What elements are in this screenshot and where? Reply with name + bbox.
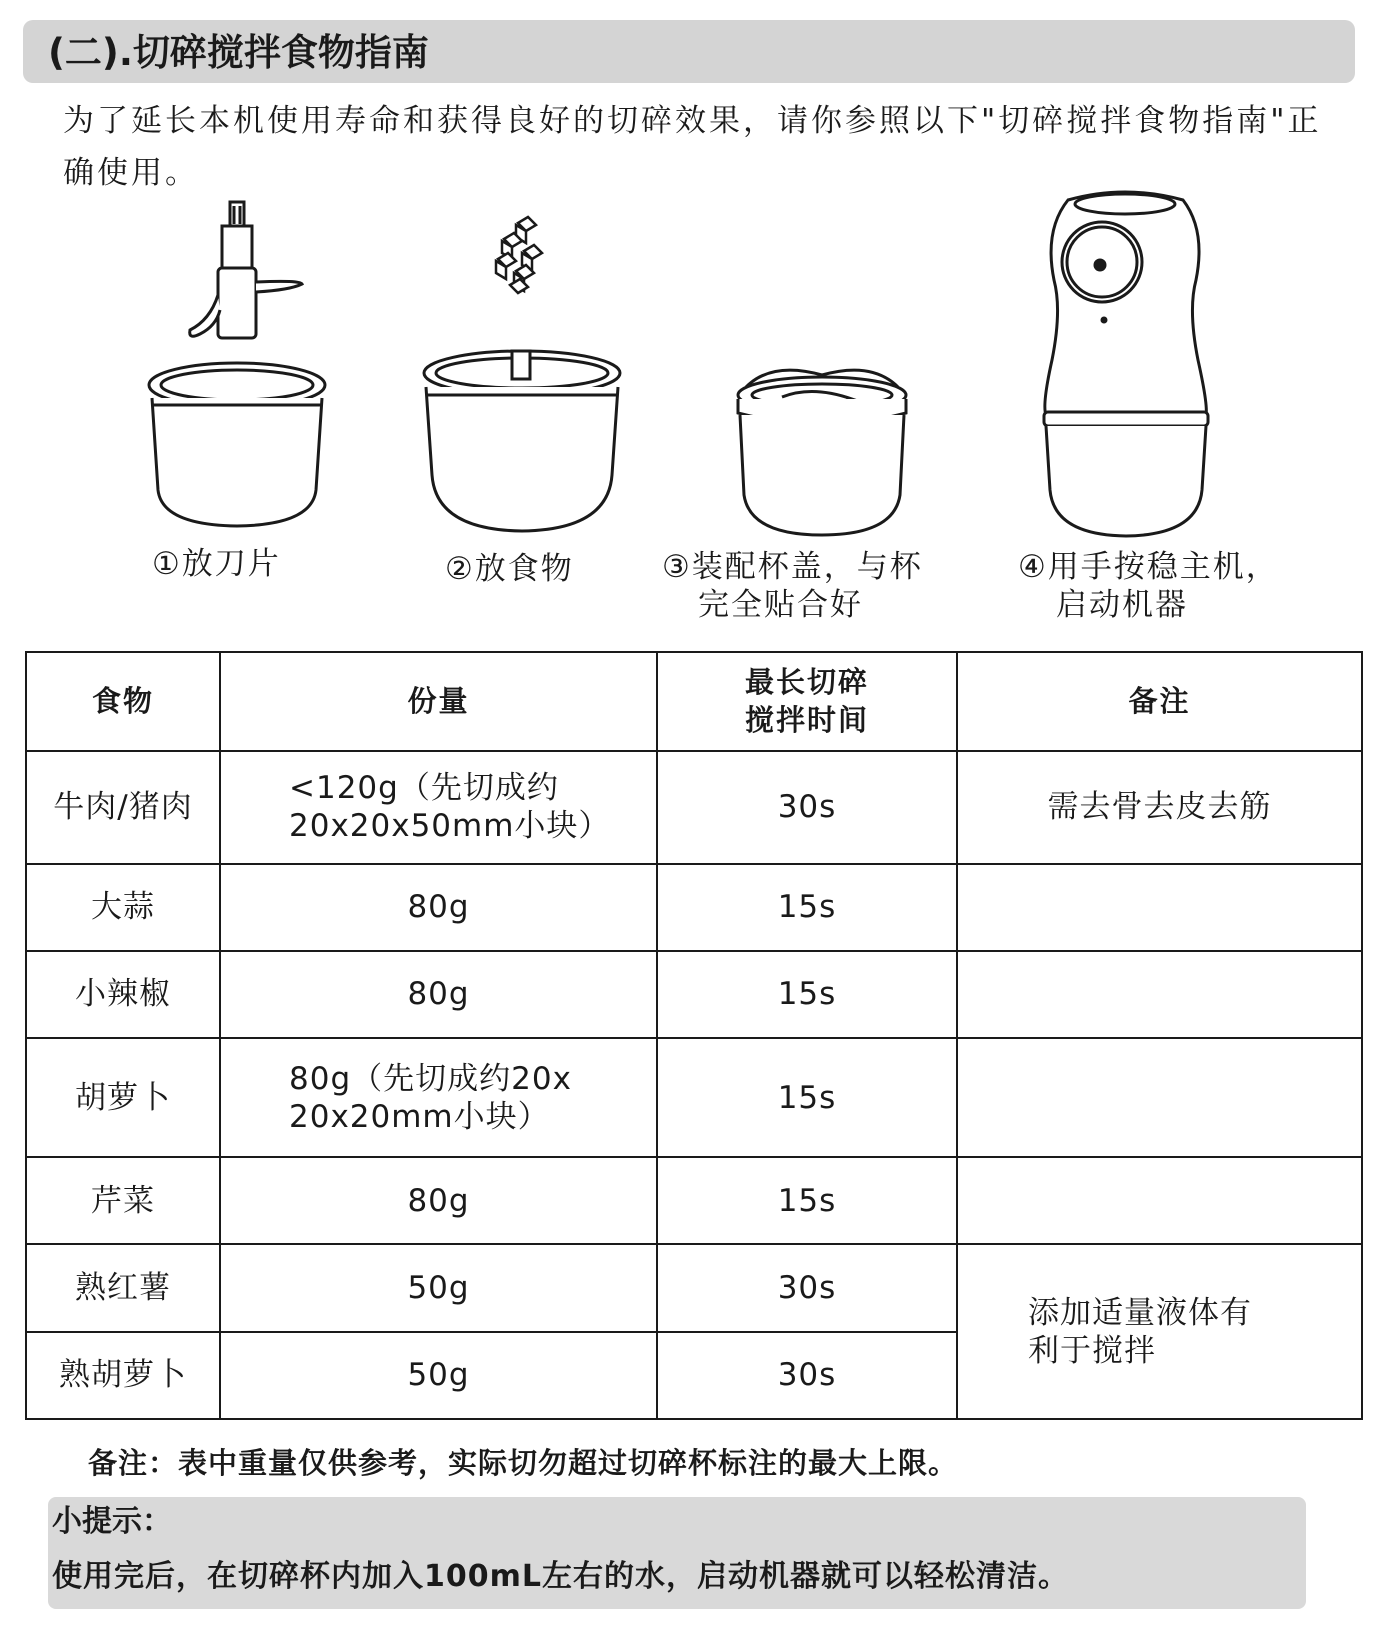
cell-time: 15s: [657, 864, 957, 951]
header-time: [657, 652, 957, 751]
table-row: [26, 1244, 1362, 1331]
intro-paragraph: 为了延长本机使用寿命和获得良好的切碎效果，请你参照以下"切碎搅拌食物指南"正确使用。: [63, 103, 1322, 191]
cell-food: 大蒜: [26, 864, 220, 951]
header-remark: 备注: [957, 652, 1362, 751]
table-row: [26, 951, 1362, 1038]
table-row: [26, 1038, 1362, 1157]
cell-amount-line1: <120g（先切成约: [289, 770, 559, 807]
cell-remark: [957, 1157, 1362, 1244]
cell-time: 30s: [657, 751, 957, 864]
table-header-row: [26, 652, 1362, 751]
step-caption-1: [152, 545, 281, 583]
cell-time: 30s: [657, 1332, 957, 1419]
header-amount: 份量: [220, 652, 657, 751]
table-note: 备注：表中重量仅供参考，实际切勿超过切碎杯标注的最大上限。: [88, 1446, 959, 1480]
cell-amount-line1: 80g（先切成约20x: [289, 1060, 572, 1097]
step-caption-2: [445, 550, 574, 588]
tip-text: 使用完后，在切碎杯内加入100mL左右的水，启动机器就可以轻松清洁。: [52, 1559, 1069, 1594]
cell-time: 15s: [657, 1038, 957, 1157]
step-2-line1: ②放食物: [445, 551, 574, 587]
table-row: [26, 1157, 1362, 1244]
cell-amount: 50g: [220, 1244, 657, 1331]
step-3-line1: ③装配杯盖，与杯: [662, 549, 923, 585]
header-time-line2: 搅拌时间: [744, 703, 869, 738]
step-3-line2: 完全贴合好: [698, 587, 863, 623]
cell-time: 15s: [657, 1157, 957, 1244]
cell-remark-merged: [957, 1244, 1362, 1419]
remark-merged-line1: 添加适量液体有: [1028, 1294, 1252, 1331]
step-1-line1: ①放刀片: [152, 546, 281, 582]
cell-amount: 50g: [220, 1332, 657, 1419]
food-bowl-illustration: [418, 215, 628, 540]
header-time-line1: 最长切碎: [744, 665, 869, 700]
table-row: [26, 864, 1362, 951]
header-food: 食物: [26, 652, 220, 751]
cell-remark: 需去骨去皮去筋: [957, 751, 1362, 864]
cell-time: 15s: [657, 951, 957, 1038]
remark-merged-line2: 利于搅拌: [1028, 1332, 1156, 1369]
cell-amount-line2: 20x20mm小块）: [289, 1098, 550, 1135]
cell-food: 胡萝卜: [26, 1038, 220, 1157]
cell-amount: 80g: [220, 864, 657, 951]
cell-food: 牛肉/猪肉: [26, 751, 220, 864]
food-guide-table: [25, 651, 1363, 1420]
cell-amount: 80g: [220, 1157, 657, 1244]
step-4-line2: 启动机器: [1056, 587, 1188, 623]
cell-amount: [220, 1038, 657, 1157]
blade-bowl-illustration: [140, 200, 340, 535]
cell-food: 熟红薯: [26, 1244, 220, 1331]
cell-amount: 80g: [220, 951, 657, 1038]
cell-food: 小辣椒: [26, 951, 220, 1038]
step-caption-4: [1018, 548, 1279, 624]
step-caption-3: [662, 548, 923, 624]
cell-time: 30s: [657, 1244, 957, 1331]
cell-remark: [957, 864, 1362, 951]
main-unit-illustration: [1038, 190, 1213, 540]
cell-food: 熟胡萝卜: [26, 1332, 220, 1419]
step-4-line1: ④用手按稳主机，: [1018, 549, 1279, 585]
lid-assembly-illustration: [732, 365, 912, 540]
cell-remark: [957, 951, 1362, 1038]
cell-amount-line2: 20x20x50mm小块）: [289, 808, 611, 845]
tip-title: 小提示：: [52, 1504, 172, 1539]
cell-amount: [220, 751, 657, 864]
table-row: [26, 751, 1362, 864]
section-title: (二).切碎搅拌食物指南: [48, 31, 429, 74]
cell-remark: [957, 1038, 1362, 1157]
cell-food: 芹菜: [26, 1157, 220, 1244]
